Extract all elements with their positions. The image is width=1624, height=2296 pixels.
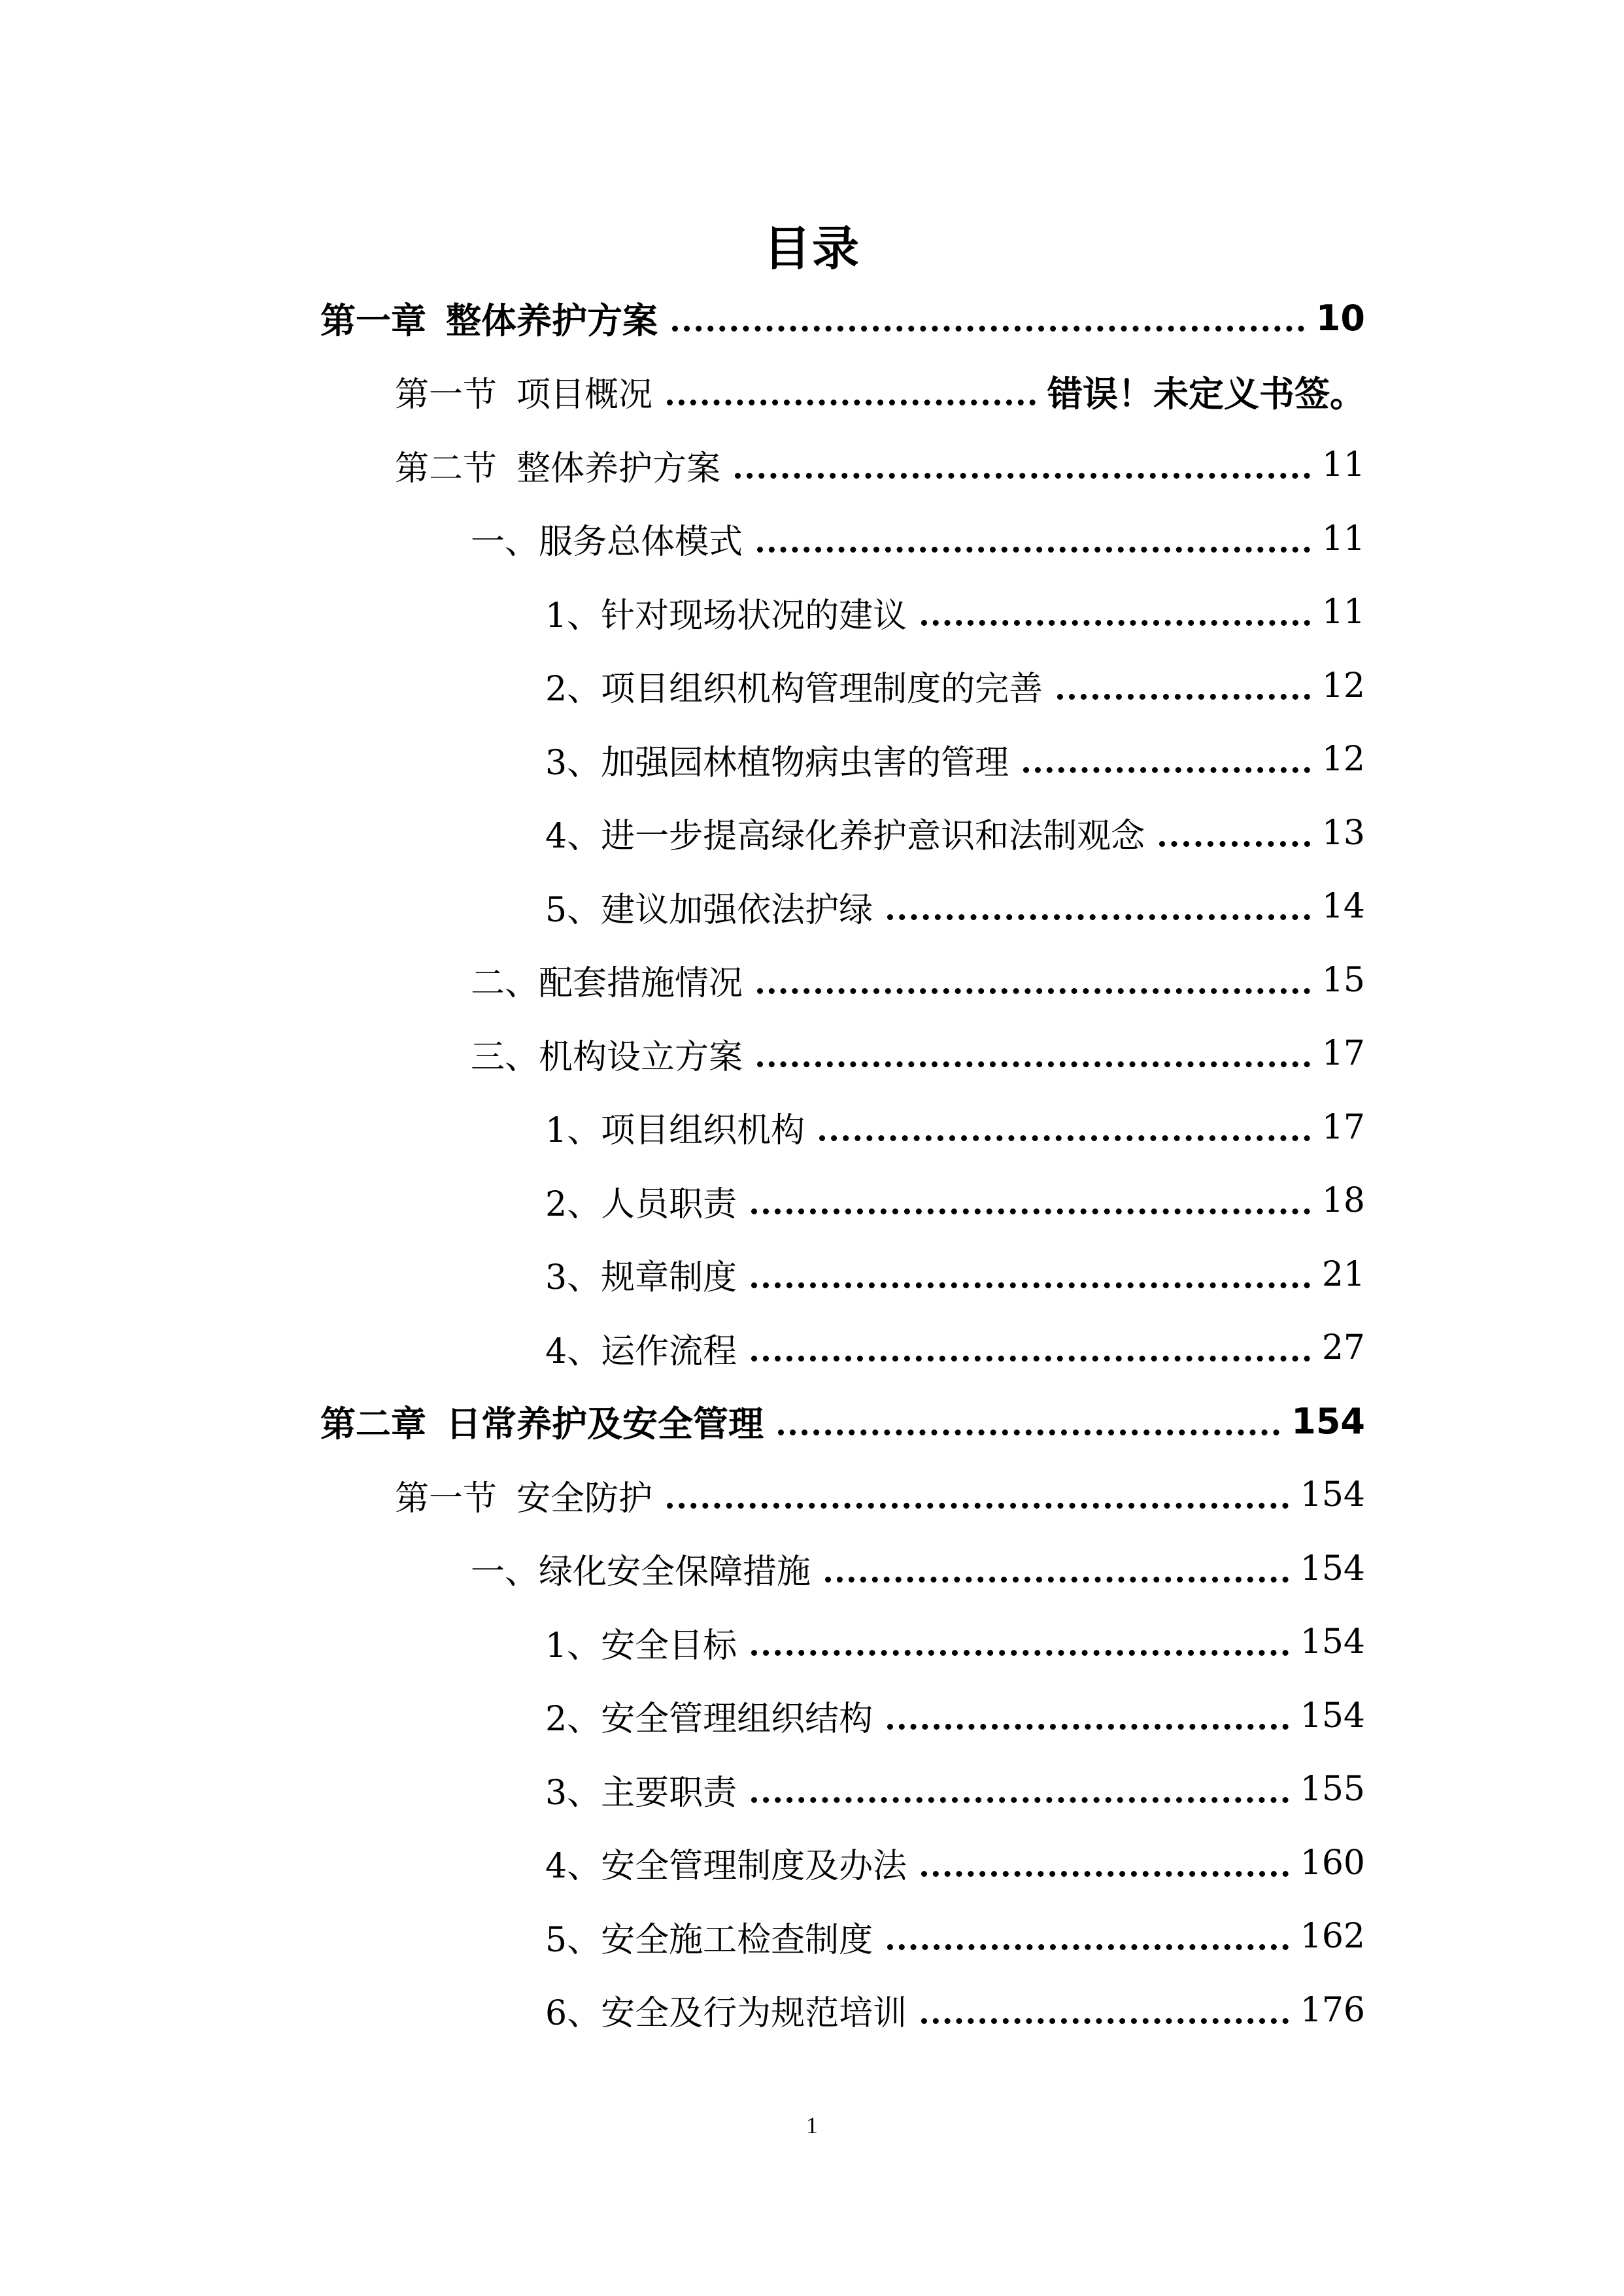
dot-leader	[751, 1649, 1289, 1656]
toc-entry-text: 安全管理制度及办法	[601, 1847, 907, 1886]
toc-entry-text: 建议加强依法护绿	[601, 890, 873, 930]
toc-entry-text: 针对现场状况的建议	[601, 596, 907, 636]
toc-entry-text: 整体养护方案	[446, 300, 658, 341]
toc-entry-label	[545, 1912, 873, 1961]
toc-entry-page: 13	[1321, 813, 1365, 853]
toc-entry-page: 错误！未定义书签。	[1047, 373, 1365, 415]
toc-entry-number: 2、	[545, 1700, 601, 1739]
toc-entry-number: 3、	[545, 1773, 601, 1813]
dot-leader	[825, 1576, 1289, 1583]
toc-entry[interactable]	[320, 1385, 1365, 1458]
toc-entry-number: 第一章	[320, 300, 426, 341]
toc-entry-page: 27	[1321, 1328, 1365, 1367]
toc-entry[interactable]	[471, 1017, 1365, 1090]
toc-entry-number: 一、	[471, 523, 539, 562]
toc-entry-page: 155	[1300, 1770, 1365, 1809]
toc-entry-number: 一、	[471, 1552, 539, 1592]
toc-entry-text: 安全目标	[601, 1626, 737, 1666]
toc-entry-text: 机构设立方案	[539, 1037, 743, 1077]
toc-entry-number: 3、	[545, 1258, 601, 1297]
dot-leader	[735, 472, 1310, 479]
toc-entry[interactable]	[545, 723, 1365, 796]
toc-entry-text: 安全施工检查制度	[601, 1920, 873, 1960]
toc-entry-number: 2、	[545, 1184, 601, 1224]
toc-entry-number: 1、	[545, 1111, 601, 1150]
toc-entry[interactable]	[471, 944, 1365, 1017]
toc-entry-label	[545, 882, 873, 931]
toc-entry-label	[471, 1029, 743, 1078]
toc-entry-page: 154	[1300, 1622, 1365, 1662]
dot-leader	[672, 325, 1304, 332]
toc-entry-label	[545, 1176, 737, 1225]
toc-entry-label	[395, 441, 720, 490]
toc-entry-label	[320, 293, 658, 343]
toc-entry[interactable]	[545, 1238, 1365, 1311]
toc-entry-number: 第二章	[320, 1403, 426, 1445]
toc-entry[interactable]	[545, 1605, 1365, 1679]
toc-entry-label	[545, 808, 1145, 857]
toc-entry-number: 1、	[545, 1626, 601, 1666]
toc-entry-page: 11	[1321, 592, 1365, 632]
dot-leader	[887, 914, 1310, 920]
dot-leader	[757, 987, 1310, 994]
toc-entry[interactable]	[395, 428, 1365, 502]
dot-leader	[667, 1502, 1289, 1509]
dot-leader	[751, 1208, 1310, 1214]
toc-entry-text: 规章制度	[601, 1258, 737, 1297]
toc-entry-number: 1、	[545, 596, 601, 636]
toc-entry-text: 日常养护及安全管理	[446, 1403, 764, 1445]
toc-entry-label	[545, 661, 1043, 710]
toc-entry-label	[395, 1471, 652, 1520]
toc-entry-number: 第二节	[395, 449, 498, 488]
toc-entry-label	[545, 1691, 873, 1740]
dot-leader	[757, 546, 1310, 553]
toc-entry-page: 176	[1300, 1990, 1365, 2030]
toc-title: 目录	[763, 221, 860, 276]
toc-entry[interactable]	[320, 281, 1365, 354]
toc-entry-text: 安全防护	[516, 1479, 653, 1518]
toc-entry-text: 项目组织机构	[601, 1111, 805, 1150]
toc-entry[interactable]	[545, 1164, 1365, 1237]
toc-entry-text: 配套措施情况	[539, 964, 743, 1003]
toc-entry-text: 服务总体模式	[539, 523, 743, 562]
toc-entry-label	[545, 1103, 805, 1152]
toc-entry-number: 二、	[471, 964, 539, 1003]
toc-entry-page: 15	[1321, 960, 1365, 1000]
toc-entry-page: 154	[1300, 1475, 1365, 1515]
dot-leader	[887, 1723, 1289, 1730]
dot-leader	[778, 1429, 1279, 1435]
toc-entry[interactable]	[471, 502, 1365, 575]
toc-entry-label	[545, 1618, 737, 1667]
dot-leader	[921, 2017, 1289, 2024]
toc-entry-label	[545, 1838, 907, 1887]
toc-entry[interactable]	[545, 1679, 1365, 1753]
toc-entry-text: 加强园林植物病虫害的管理	[601, 743, 1009, 783]
dot-leader	[751, 1796, 1289, 1803]
toc-entry[interactable]	[545, 1974, 1365, 2047]
toc-entry[interactable]	[545, 870, 1365, 943]
toc-entry[interactable]	[395, 355, 1365, 428]
toc-entry-page: 21	[1321, 1254, 1365, 1294]
toc-entry-page: 17	[1321, 1107, 1365, 1147]
dot-leader	[887, 1944, 1289, 1950]
toc-entry-page: 12	[1321, 740, 1365, 779]
toc-entry[interactable]	[545, 797, 1365, 870]
dot-leader	[667, 399, 1036, 405]
toc-entry-label	[545, 1250, 737, 1299]
dot-leader	[751, 1282, 1310, 1288]
toc-entry-label	[471, 955, 743, 1004]
toc-entry-number: 6、	[545, 1994, 601, 2033]
toc-entry-page: 10	[1315, 297, 1365, 339]
toc-entry-label	[320, 1396, 764, 1447]
toc-entry-text: 人员职责	[601, 1184, 737, 1224]
toc-entry-number: 2、	[545, 670, 601, 709]
toc-entry[interactable]	[545, 1753, 1365, 1826]
toc-entry-number: 三、	[471, 1037, 539, 1077]
page-number: 1	[806, 2112, 818, 2138]
toc-entry-text: 项目概况	[516, 375, 653, 415]
toc-entry-label	[545, 1765, 737, 1814]
toc-entry-page: 12	[1321, 666, 1365, 706]
toc-entry[interactable]	[545, 575, 1365, 649]
toc-entry-number: 5、	[545, 890, 601, 930]
toc-entry-text: 运作流程	[601, 1331, 737, 1371]
toc-entry-number: 3、	[545, 743, 601, 783]
toc-entry[interactable]	[545, 1091, 1365, 1164]
toc-entry-page: 18	[1321, 1181, 1365, 1220]
dot-leader	[921, 1870, 1289, 1877]
dot-leader	[757, 1061, 1310, 1067]
dot-leader	[1057, 693, 1310, 700]
toc-entry-page: 160	[1300, 1843, 1365, 1883]
toc-entry-text: 进一步提高绿化养护意识和法制观念	[601, 817, 1145, 856]
toc-entry-page: 17	[1321, 1034, 1365, 1073]
toc-entry-text: 绿化安全保障措施	[539, 1552, 811, 1592]
dot-leader	[1159, 840, 1310, 847]
dot-leader	[1023, 766, 1310, 773]
toc-entry[interactable]	[545, 1826, 1365, 1900]
toc-entry-label	[545, 1985, 907, 2034]
toc-entry-label	[545, 735, 1009, 784]
toc-entry-page: 154	[1300, 1549, 1365, 1588]
toc-entry-text: 整体养护方案	[516, 449, 721, 488]
toc-entry-label	[471, 514, 743, 563]
toc-entry-number: 4、	[545, 1331, 601, 1371]
toc-entry[interactable]	[545, 1311, 1365, 1384]
toc-entry[interactable]	[545, 649, 1365, 723]
toc-entry-number: 4、	[545, 1847, 601, 1886]
toc-entry-label	[471, 1544, 811, 1593]
toc-entry-number: 第一节	[395, 375, 498, 415]
toc-entry-page: 11	[1321, 445, 1365, 485]
toc-entry-page: 11	[1321, 519, 1365, 558]
toc-entry-number: 第一节	[395, 1479, 498, 1518]
toc-entry[interactable]	[545, 1900, 1365, 1973]
dot-leader	[921, 619, 1310, 626]
toc-entry-text: 安全及行为规范培训	[601, 1994, 907, 2033]
toc-entry-page: 162	[1300, 1917, 1365, 1956]
toc-entry-text: 主要职责	[601, 1773, 737, 1813]
toc-entry-number: 5、	[545, 1920, 601, 1960]
toc-entry-page: 154	[1291, 1401, 1365, 1442]
toc-entry[interactable]	[395, 1458, 1365, 1532]
toc-entry-label	[395, 367, 652, 416]
toc-entry-page: 154	[1300, 1696, 1365, 1736]
toc-entry-label	[545, 1324, 737, 1373]
toc-entry-text: 项目组织机构管理制度的完善	[601, 670, 1043, 709]
toc-entry-page: 14	[1321, 887, 1365, 926]
toc-entry-label	[545, 588, 907, 637]
toc-entry-text: 安全管理组织结构	[601, 1700, 873, 1739]
toc-entry-number: 4、	[545, 817, 601, 856]
toc-entry[interactable]	[471, 1532, 1365, 1605]
dot-leader	[751, 1355, 1310, 1362]
dot-leader	[819, 1135, 1310, 1141]
